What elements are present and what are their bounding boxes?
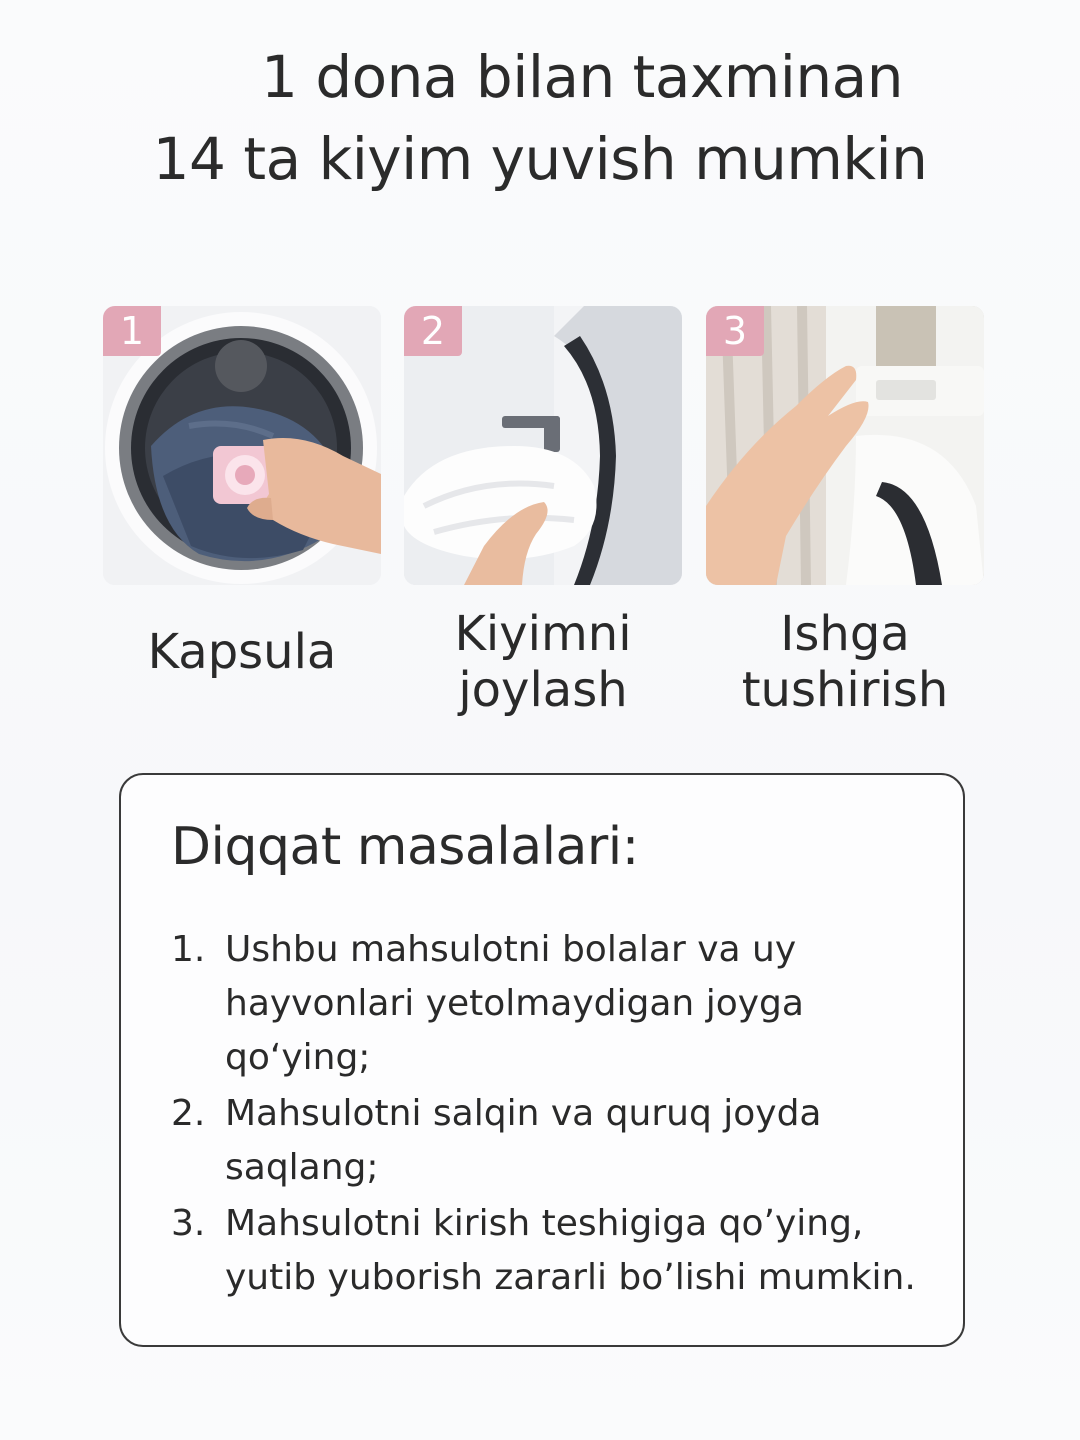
step-2: [404, 306, 682, 718]
notice-item-2-text: Mahsulotni salqin va quruq joyda saqlang;: [225, 1093, 822, 1188]
notice-item-2-number: 2.: [171, 1093, 206, 1134]
notice-box: [119, 773, 965, 1347]
step-3-caption: Ishga tushirish: [741, 606, 949, 718]
step-3-badge: 3: [706, 306, 764, 356]
step-1-caption: Kapsula: [147, 624, 337, 680]
notice-item-1-text: Ushbu mahsulotni bolalar va uy hayvonlari yetolmaydigan joyga qo‘ying;: [225, 929, 804, 1078]
notice-item-3-text: Mahsulotni kirish teshigiga qo’ying, yutib yuborish zararli bo’lishi mumkin.: [225, 1203, 916, 1298]
notice-item-1-number: 1.: [171, 929, 206, 970]
step-3: [706, 306, 984, 718]
step-3-photo: [706, 306, 984, 585]
notice-item-1: [171, 923, 951, 1085]
step-2-photo: [404, 306, 682, 585]
step-2-badge: 2: [404, 306, 462, 356]
step-1-photo: [103, 306, 381, 585]
headline-line-1: 1 dona bilan taxminan: [261, 43, 903, 111]
step-1: [103, 306, 381, 680]
notice-list: [171, 923, 951, 1307]
steps-row: [103, 306, 983, 726]
notice-item-3: [171, 1197, 951, 1305]
notice-item-3-number: 3.: [171, 1203, 206, 1244]
headline-line-2: 14 ta kiyim yuvish mumkin: [152, 125, 928, 193]
step-2-caption: Kiyimni joylash: [454, 606, 632, 718]
notice-title: Diqqat masalalari:: [171, 817, 639, 877]
step-1-badge: 1: [103, 306, 161, 356]
notice-item-2: [171, 1087, 951, 1195]
